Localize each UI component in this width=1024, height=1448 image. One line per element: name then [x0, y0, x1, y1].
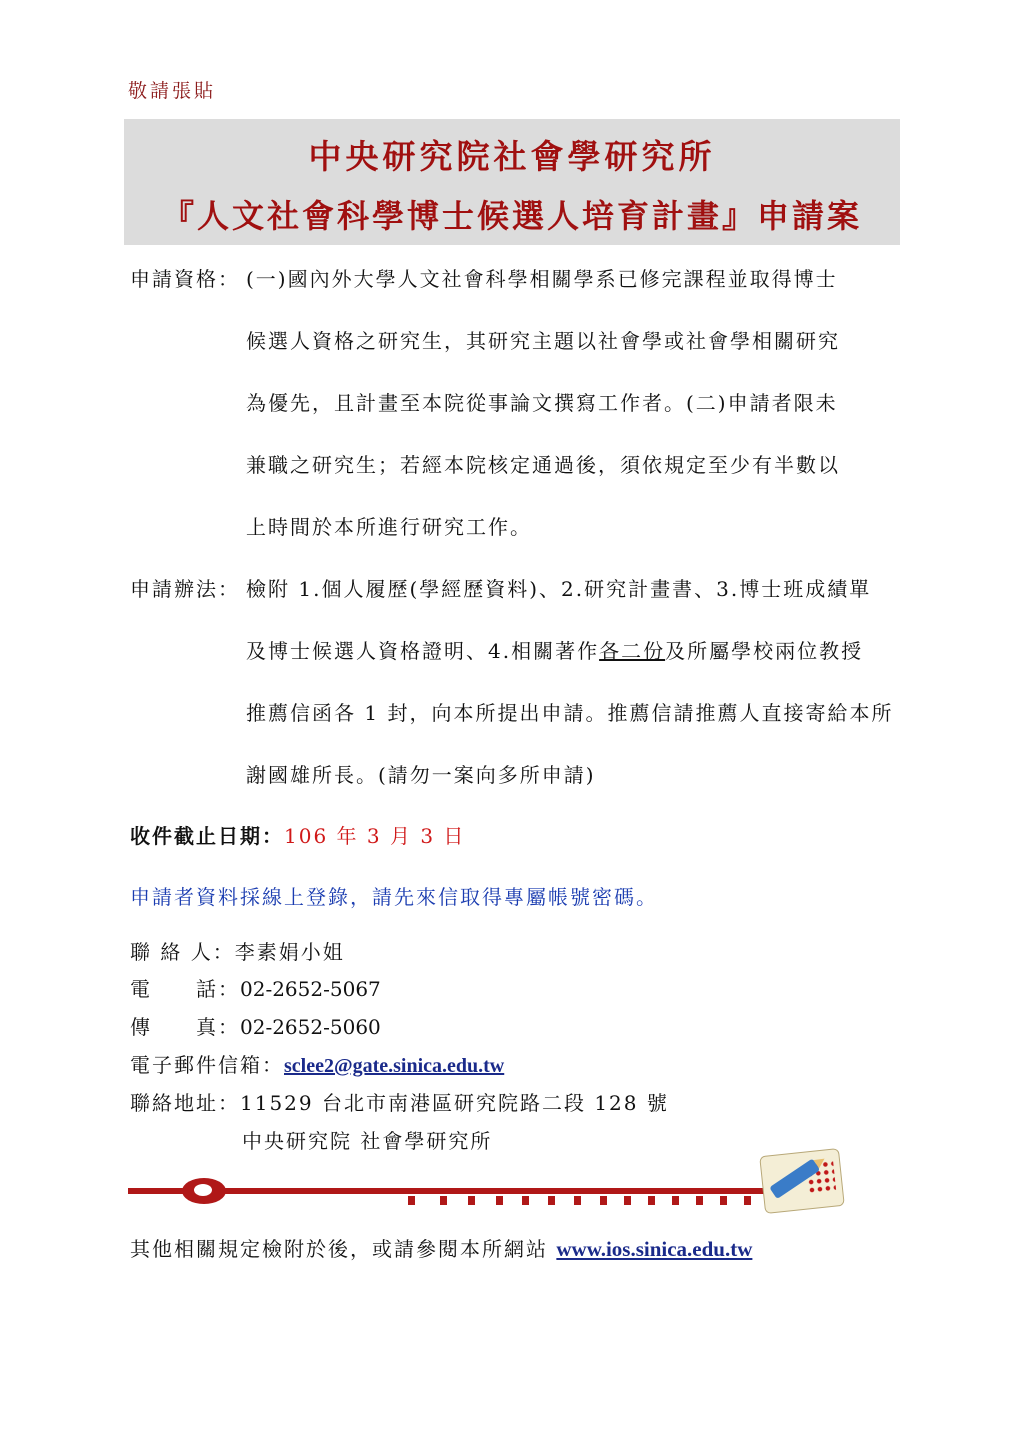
divider-tick	[600, 1196, 607, 1205]
address-value: 11529 台北市南港區研究院路二段 128 號	[240, 1091, 669, 1115]
divider-tick	[440, 1196, 447, 1205]
institute-title: 中央研究院社會學研究所	[308, 137, 716, 176]
address-institute: 中央研究院 社會學研究所	[242, 1129, 493, 1153]
title-box	[124, 119, 900, 245]
divider-tick	[522, 1196, 529, 1205]
fax-label: 傳 真：	[130, 1015, 240, 1039]
divider-tick	[720, 1196, 727, 1205]
method-line-2	[246, 635, 863, 664]
divider-tick	[548, 1196, 555, 1205]
divider-tick	[648, 1196, 655, 1205]
divider-tick	[672, 1196, 679, 1205]
address-label: 聯絡地址：	[130, 1091, 240, 1115]
online-registration-note: 申請者資料採線上登錄，請先來信取得專屬帳號密碼。	[130, 885, 658, 909]
method-line-2-start: 及博士候選人資格證明、4.相關著作	[246, 639, 600, 663]
divider-tick	[496, 1196, 503, 1205]
divider-tick	[624, 1196, 631, 1205]
eligibility-line-4: 兼職之研究生；若經本院核定通過後，須依規定至少有半數以	[246, 453, 840, 477]
phone-label: 電 話：	[130, 977, 240, 1001]
contact-phone	[130, 973, 381, 1002]
deadline-label: 收件截止日期：	[130, 824, 284, 848]
copies-emphasis: 各二份	[599, 639, 666, 663]
program-title: 『人文社會科學博士候選人培育計畫』申請案	[161, 197, 862, 235]
contact-fax	[130, 1011, 381, 1040]
website-link[interactable]: www.ios.sinica.edu.tw	[556, 1237, 753, 1261]
email-label: 電子郵件信箱：	[130, 1053, 284, 1077]
eligibility-line-5: 上時間於本所進行研究工作。	[246, 515, 532, 539]
footer-note	[130, 1233, 752, 1262]
contact-email	[130, 1049, 504, 1078]
eligibility-line-3: 為優先，且計畫至本院從事論文撰寫工作者。(二)申請者限未	[246, 391, 838, 415]
eligibility-line-2: 候選人資格之研究生，其研究主題以社會學或社會學相關研究	[246, 329, 840, 353]
phone-value: 02-2652-5067	[240, 977, 381, 1001]
method-line-3: 推薦信函各 1 封，向本所提出申請。推薦信請推薦人直接寄給本所	[246, 701, 894, 725]
eligibility-line-1: (一)國內外大學人文社會科學相關學系已修完課程並取得博士	[246, 267, 838, 291]
divider-tick	[744, 1196, 751, 1205]
contact-person-value: 李素娟小姐	[234, 940, 345, 964]
swirl-ornament-icon	[182, 1178, 226, 1204]
footer-text: 其他相關規定檢附於後，或請參閱本所網站	[130, 1237, 557, 1261]
method-label: 申請辦法：	[130, 577, 240, 601]
deadline-value: 106 年 3 月 3 日	[284, 824, 466, 848]
posting-notice: 敬請張貼	[128, 80, 217, 102]
eligibility-label: 申請資格：	[130, 267, 240, 291]
method-line-4: 謝國雄所長。(請勿一案向多所申請)	[246, 763, 596, 787]
method-line-2-end: 及所屬學校兩位教授	[665, 639, 864, 663]
email-link[interactable]: sclee2@gate.sinica.edu.tw	[284, 1055, 505, 1077]
contact-address	[130, 1087, 669, 1116]
divider-tick	[468, 1196, 475, 1205]
deadline	[130, 820, 465, 849]
divider-tick	[696, 1196, 703, 1205]
method-line-1: 檢附 1.個人履歷(學經歷資料)、2.研究計畫書、3.博士班成績單	[246, 577, 872, 601]
fax-value: 02-2652-5060	[240, 1015, 381, 1039]
contact-person	[130, 936, 345, 965]
divider-tick	[574, 1196, 581, 1205]
divider-tick	[408, 1196, 415, 1205]
contact-person-label: 聯 絡 人：	[130, 940, 235, 964]
notepad-pen-icon	[759, 1148, 845, 1214]
